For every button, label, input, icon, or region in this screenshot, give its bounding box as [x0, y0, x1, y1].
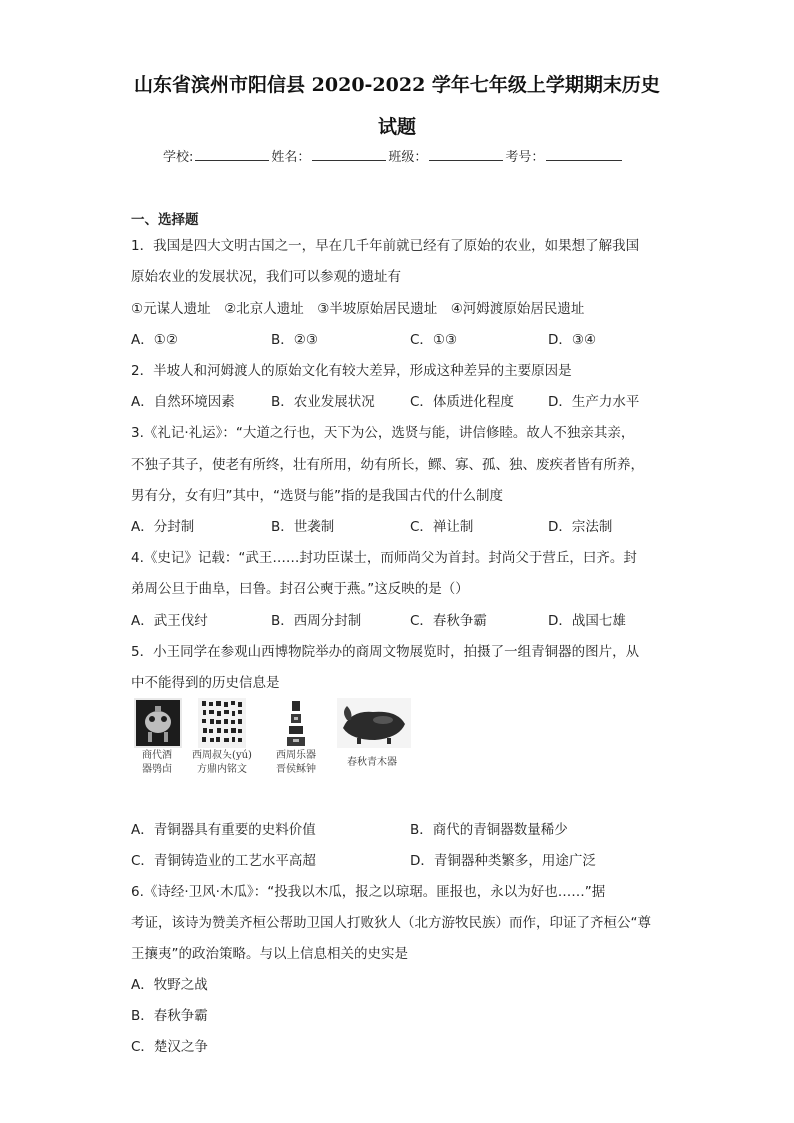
- class-label: 班级：: [388, 150, 428, 165]
- spring-autumn-vessel-image: [337, 698, 411, 748]
- number-label: 考号：: [505, 150, 545, 165]
- caption-spring-autumn: 春秋青木器: [347, 757, 397, 768]
- option-a[interactable]: A．①②: [131, 332, 178, 348]
- question-6-line-1: 6.《诗经·卫风·木瓜》：“投我以木瓜，报之以琼琚。匪报也，永以为好也……”据: [131, 884, 606, 900]
- question-1-line-3: ①元谋人遗址 ②北京人遗址 ③半坡原始居民遗址 ④河姆渡原始居民遗址: [131, 301, 585, 317]
- question-1-line-1: 1．我国是四大文明古国之一，早在几千年前就已经有了原始的农业，如果想了解我国: [131, 238, 640, 254]
- option-c[interactable]: C．春秋争霸: [410, 613, 487, 629]
- question-4-line-2: 弟周公旦于曲阜，曰鲁。封召公奭于燕。”这反映的是（）: [131, 581, 469, 597]
- question-6-line-3: 王攘夷”的政治策略。与以上信息相关的史实是: [131, 946, 408, 962]
- student-info: [163, 146, 624, 165]
- question-3-line-3: 男有分，女有归”其中，“选贤与能”指的是我国古代的什么制度: [131, 488, 503, 504]
- question-1-line-2: 原始农业的发展状况，我们可以参观的遗址有: [131, 269, 401, 285]
- option-c[interactable]: C．楚汉之争: [131, 1039, 208, 1055]
- option-a[interactable]: A．武王伐纣: [131, 613, 208, 629]
- school-label: 学校:: [163, 150, 194, 165]
- option-c[interactable]: C．禅让制: [410, 519, 474, 535]
- caption-bell: 西周乐器 晋侯稣钟: [276, 750, 316, 775]
- name-label: 姓名：: [271, 150, 311, 165]
- name-blank[interactable]: [312, 146, 386, 161]
- option-a[interactable]: A．牧野之战: [131, 977, 208, 993]
- option-a[interactable]: A．自然环境因素: [131, 394, 235, 410]
- owl-wine-vessel-image: [134, 698, 182, 748]
- option-a[interactable]: A．青铜器具有重要的史料价值: [131, 822, 316, 838]
- number-blank[interactable]: [546, 146, 622, 161]
- question-6-line-2: 考证，该诗为赞美齐桓公帮助卫国人打败狄人（北方游牧民族）而作，印证了齐桓公“尊: [131, 915, 651, 931]
- option-d[interactable]: D．生产力水平: [548, 394, 640, 410]
- document-title-line1: 山东省滨州市阳信县 2020-2022 学年七年级上学期期末历史: [134, 74, 660, 96]
- question-5-line-2: 中不能得到的历史信息是: [131, 675, 280, 691]
- document-title-line2: 试题: [377, 116, 416, 138]
- option-b[interactable]: B．西周分封制: [271, 613, 362, 629]
- option-a[interactable]: A．分封制: [131, 519, 195, 535]
- option-d[interactable]: D．宗法制: [548, 519, 613, 535]
- option-c[interactable]: C．青铜铸造业的工艺水平高超: [131, 853, 316, 869]
- question-3-line-2: 不独子其子，使老有所终，壮有所用，幼有所长，鳏、寡、孤、独、废疾者皆有所养，: [131, 457, 644, 473]
- bronze-bell-image: [282, 698, 310, 748]
- option-b[interactable]: B．农业发展状况: [271, 394, 375, 410]
- question-2-line-1: 2．半坡人和河姆渡人的原始文化有较大差异，形成这种差异的主要原因是: [131, 363, 572, 379]
- question-3-line-1: 3.《礼记·礼运》：“大道之行也，天下为公，选贤与能，讲信修睦。故人不独亲其亲，: [131, 425, 635, 441]
- option-d[interactable]: D．战国七雄: [548, 613, 626, 629]
- question-4-line-1: 4.《史记》记载：“武王……封功臣谋士，而师尚父为首封。封尚父于营丘，曰齐。封: [131, 550, 637, 566]
- caption-owl-vessel: 商代酒 器鸮卣: [142, 750, 172, 775]
- section-heading: 一、选择题: [131, 212, 199, 228]
- option-d[interactable]: D．③④: [548, 332, 597, 348]
- option-d[interactable]: D．青铜器种类繁多，用途广泛: [410, 853, 596, 869]
- option-b[interactable]: B．商代的青铜器数量稀少: [410, 822, 568, 838]
- option-c[interactable]: C．①③: [410, 332, 458, 348]
- option-b[interactable]: B．春秋争霸: [131, 1008, 208, 1024]
- class-blank[interactable]: [429, 146, 503, 161]
- option-c[interactable]: C．体质进化程度: [410, 394, 514, 410]
- bronze-inscription-image: [198, 698, 246, 748]
- caption-inscription: 西周叔夨(yú) 方鼎内铭文: [192, 750, 252, 775]
- school-blank[interactable]: [195, 146, 269, 161]
- option-b[interactable]: B．②③: [271, 332, 318, 348]
- option-b[interactable]: B．世袭制: [271, 519, 335, 535]
- question-5-line-1: 5．小王同学在参观山西博物院举办的商周文物展览时，拍摄了一组青铜器的图片，从: [131, 644, 640, 660]
